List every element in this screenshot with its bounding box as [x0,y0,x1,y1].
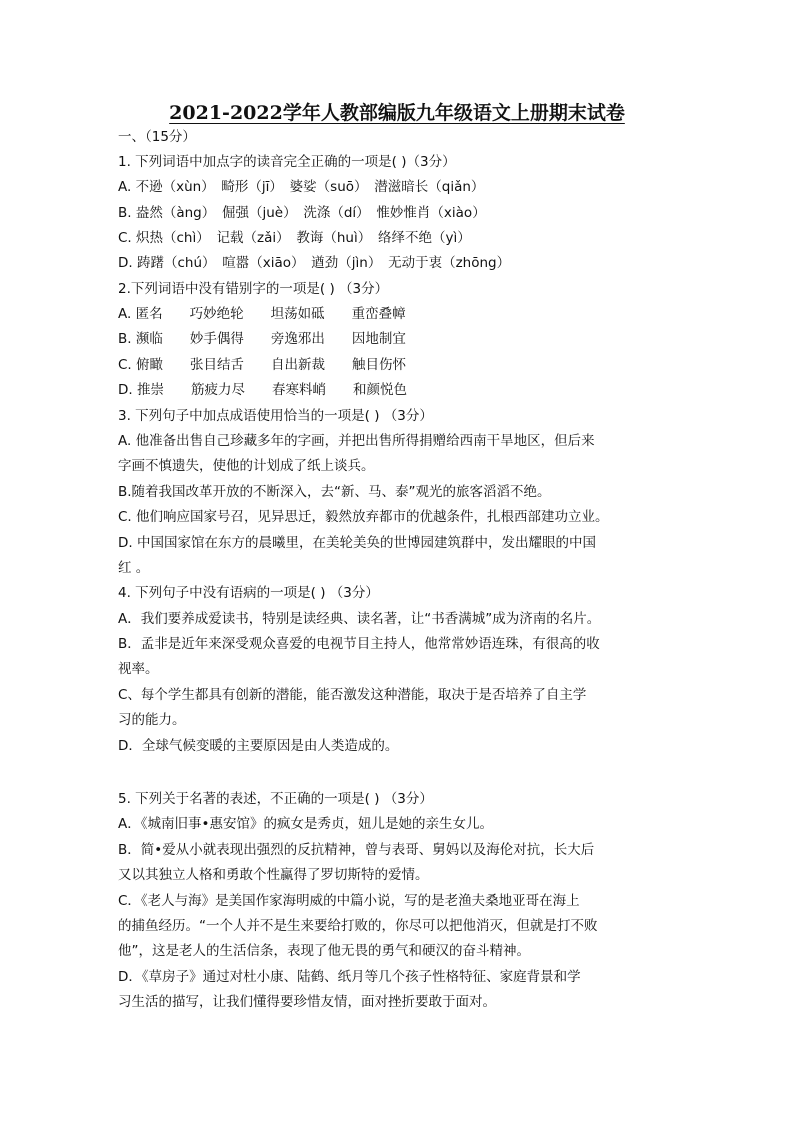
text-line: D. 中国国家馆在东方的晨曦里，在美轮美奂的世博园建筑群中，发出耀眼的中国 [118,535,596,551]
text-line: 的捕鱼经历。“一个人并不是生来要给打败的，你尽可以把他消灭，但就是打不败 [118,918,598,934]
text-line: C、每个学生都具有创新的潜能，能否激发这种潜能，取决于是否培养了自主学 [118,687,587,703]
text-line: 4. 下列句子中没有语病的一项是( ) （3分） [118,585,379,601]
text-line: A. 匿名 巧妙绝轮 坦荡如砥 重峦叠幛 [118,306,406,322]
text-line: C. 他们响应国家号召，见异思迁，毅然放弃都市的优越条件，扎根西部建功立业。 [118,509,609,525]
text-line: 他”，这是老人的生活信条，表现了他无畏的勇气和硬汉的奋斗精神。 [118,943,530,959]
page-title: 2021-2022学年人教部编版九年级语文上册期末试卷 [169,102,625,124]
text-line: 5. 下列关于名著的表述，不正确的一项是( ) （3分） [118,791,433,807]
text-line: B．简•爱从小就表现出强烈的反抗精神，曾与表哥、舅妈以及海伦对抗，长大后 [118,842,595,858]
text-line: A．《城南旧事•惠安馆》的疯女是秀贞，妞儿是她的亲生女儿。 [118,816,493,832]
text-line: B.随着我国改革开放的不断深入，去“新、马、泰”观光的旅客滔滔不绝。 [118,484,551,500]
text-line: 字画不慎遗失，使他的计划成了纸上谈兵。 [118,458,375,474]
text-line: D．《草房子》通过对杜小康、陆鹤、纸月等几个孩子性格特征、家庭背景和学 [118,969,581,985]
text-line: 2.下列词语中没有错别字的一项是( ) （3分） [118,281,389,297]
text-line: A. 他准备出售自己珍藏多年的字画，并把出售所得捐赠给西南干旱地区，但后来 [118,433,595,449]
text-line: C. 俯瞰 张目结舌 自出新裁 触目伤怀 [118,357,407,373]
text-line: D. 踌躇（chú） 喧嚣（xiāo） 遒劲（jìn） 无动于衷（zhōng） [118,255,511,271]
text-line: B. 濒临 妙手偶得 旁逸邪出 因地制宜 [118,331,406,347]
text-line: D. 推崇 筋疲力尽 春寒料峭 和颜悦色 [118,382,407,398]
text-line: C. 炽热（chì） 记载（zǎi） 教诲（huì） 络绎不绝（yì） [118,230,471,246]
text-line: 又以其独立人格和勇敢个性赢得了罗切斯特的爱情。 [118,867,429,883]
text-line: 红 。 [118,560,150,576]
text-line: A．我们要养成爱读书，特别是读经典、读名著，让“书香满城”成为济南的名片。 [118,611,601,627]
text-line: C．《老人与海》是美国作家海明威的中篇小说，写的是老渔夫桑地亚哥在海上 [118,893,580,909]
text-line: 习生活的描写，让我们懂得要珍惜友情，面对挫折要敢于面对。 [118,994,496,1010]
text-line: 3. 下列句子中加点成语使用恰当的一项是( ) （3分） [118,408,433,424]
text-line: D．全球气候变暖的主要原因是由人类造成的。 [118,738,399,754]
text-line: 1. 下列词语中加点字的读音完全正确的一项是( )（3分） [118,154,456,170]
text-line: B．孟非是近年来深受观众喜爱的电视节目主持人，他常常妙语连珠，有很高的收 [118,636,600,652]
text-line: 一、（15分） [118,129,196,145]
text-line: 视率。 [118,661,159,677]
text-line: A. 不逊（xùn） 畸形（jī） 婆娑（suō） 潜滋暗长（qiǎn） [118,179,485,195]
text-line: 习的能力。 [118,712,186,728]
text-line: B. 盎然（àng） 倔强（juè） 洗涤（dí） 惟妙惟肖（xiào） [118,205,486,221]
